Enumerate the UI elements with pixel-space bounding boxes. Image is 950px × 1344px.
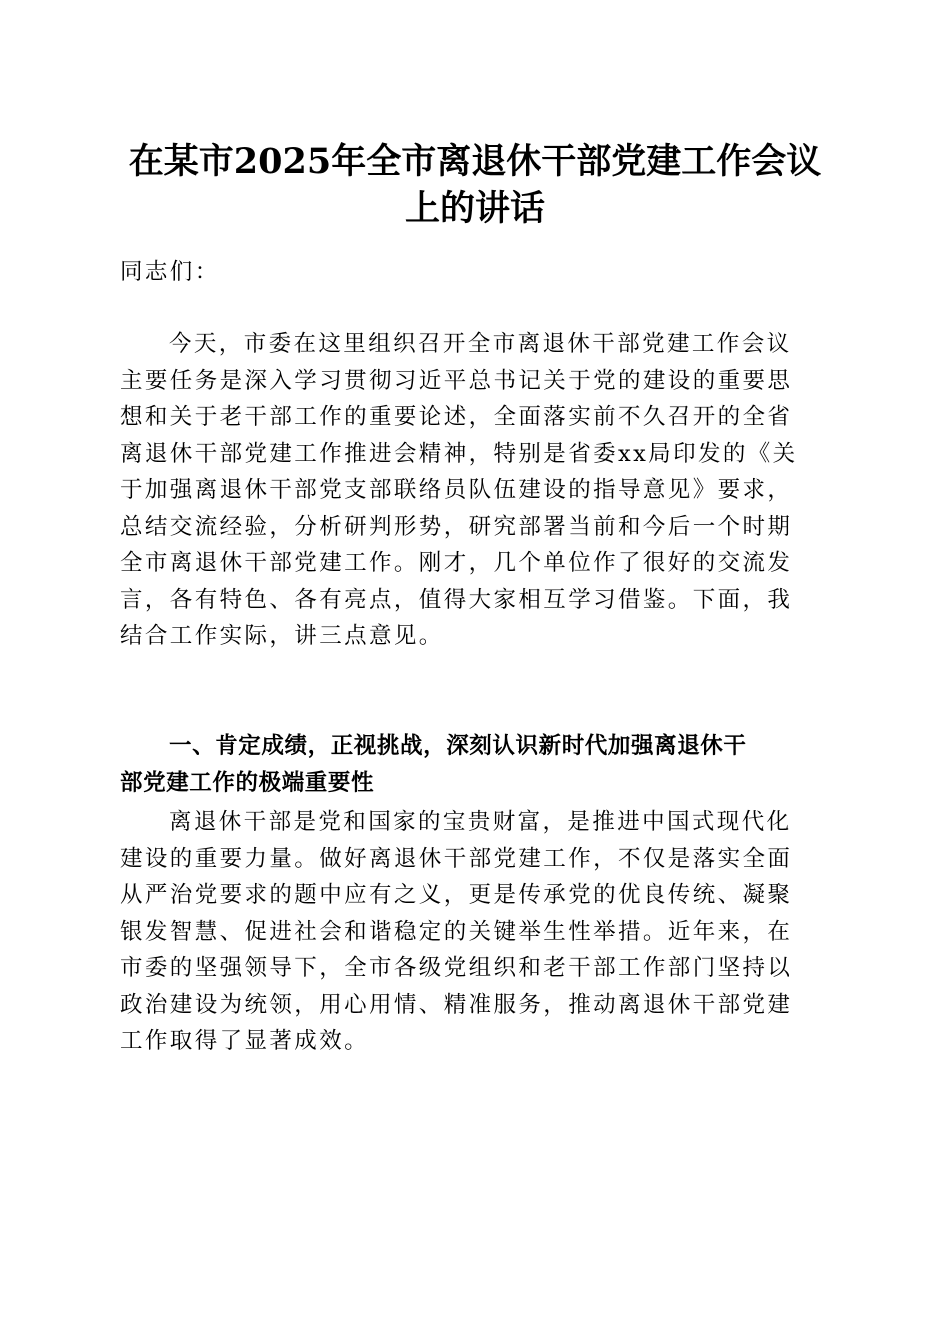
paragraph-1-line: 主要任务是深入学习贯彻习近平总书记关于党的建设的重要思 [120, 367, 793, 394]
document-title [110, 138, 840, 232]
salutation [120, 254, 826, 291]
section-heading-1-line: 一、肯定成绩，正视挑战，深刻认识新时代加强离退休干 [169, 733, 747, 759]
paragraph-1 [120, 326, 826, 655]
section-heading-1 [120, 728, 826, 801]
paragraph-2-line: 银发智慧、促进社会和谐稳定的关键举生性举措。近年来，在 [120, 918, 793, 945]
title-line-1: 在某市2025年全市离退休干部党建工作会议 [128, 141, 822, 182]
paragraph-2-line: 政治建设为统领，用心用情、精准服务，推动离退休干部党建 [120, 991, 793, 1018]
title-line-2: 上的讲话 [404, 188, 545, 229]
paragraph-1-line: 想和关于老干部工作的重要论述，全面落实前不久召开的全省 [120, 404, 793, 430]
section-heading-1-line: 部党建工作的极端重要性 [120, 769, 375, 796]
paragraph-1-line: 结合工作实际，讲三点意见。 [120, 623, 444, 649]
paragraph-1-line: 总结交流经验，分析研判形势，研究部署当前和今后一个时期 [120, 513, 793, 540]
paragraph-1-line: 言，各有特色、各有亮点，值得大家相互学习借鉴。下面，我 [120, 586, 793, 613]
paragraph-2-line: 建设的重要力量。做好离退休干部党建工作，不仅是落实全面 [120, 845, 793, 872]
paragraph-2-line: 工作取得了显著成效。 [120, 1028, 370, 1054]
salutation-text: 同志们： [120, 259, 220, 285]
paragraph-1-line: 离退休干部党建工作推进会精神，特别是省委xx局印发的《关 [120, 440, 798, 467]
paragraph-2 [120, 804, 826, 1060]
paragraph-2-line: 离退休干部是党和国家的宝贵财富，是推进中国式现代化 [169, 809, 792, 835]
paragraph-1-line: 全市离退休干部党建工作。刚才，几个单位作了很好的交流发 [120, 550, 793, 576]
paragraph-1-line: 于加强离退休干部党支部联络员队伍建设的指导意见》要求， [120, 477, 793, 503]
paragraph-2-line: 市委的坚强领导下，全市各级党组织和老干部工作部门坚持以 [120, 955, 793, 981]
paragraph-2-line: 从严治党要求的题中应有之义，更是传承党的优良传统、凝聚 [120, 882, 793, 908]
paragraph-1-line: 今天，市委在这里组织召开全市离退休干部党建工作会议 [169, 331, 792, 357]
